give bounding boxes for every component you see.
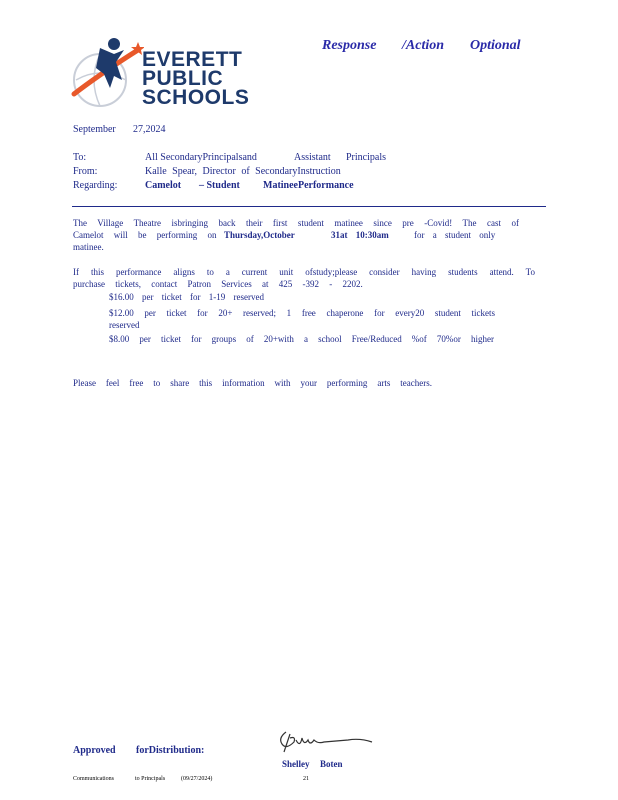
paragraph-1-line-3: matinee. xyxy=(73,242,104,252)
date-day-year: 27,2024 xyxy=(133,124,166,135)
from-label: From: xyxy=(73,166,98,177)
footer-mid-2: (09/27/2024) xyxy=(181,776,213,782)
closing-line: Please feel free to share this information with your performing arts teachers. xyxy=(73,378,432,388)
price-item-3: $8.00 per ticket for groups of 20+with a school Free/Reduced %of 70%or higher xyxy=(109,334,494,344)
district-logo xyxy=(70,36,250,112)
action-label: /Action xyxy=(402,38,445,53)
signer-first-name: Shelley xyxy=(282,759,310,769)
paragraph-1-line-2d: for a student only xyxy=(414,230,496,240)
logo-emblem-icon xyxy=(70,36,144,112)
footer-mid-1: to Principals xyxy=(135,776,166,782)
event-time: 31at 10:30am xyxy=(331,230,389,240)
for-distribution-label: forDistribution: xyxy=(136,745,205,756)
price-item-2-cont: reserved xyxy=(109,320,140,330)
approved-label: Approved xyxy=(73,745,116,756)
regarding-value-1: Camelot xyxy=(145,180,182,191)
from-value: Kalle Spear, Director of SecondaryInstruction xyxy=(145,166,341,177)
logo-line-3: SCHOOLS xyxy=(142,86,250,109)
to-label: To: xyxy=(73,152,87,163)
optional-label: Optional xyxy=(470,38,521,53)
to-value: All SecondaryPrincipalsand xyxy=(145,152,257,163)
event-date: Thursday,October xyxy=(224,230,295,240)
footer-left: Communications xyxy=(73,776,114,782)
paragraph-2-line-2: purchase tickets, contact Patron Services at 425 -392 - 2202. xyxy=(73,279,363,289)
signer-last-name: Boten xyxy=(320,759,343,769)
to-value-3: Principals xyxy=(346,152,386,163)
paragraph-1-line-2a: Camelot will be performing on xyxy=(73,230,217,240)
logo-line-1: EVERETT xyxy=(142,48,243,71)
paragraph-2-line-1: If this performance aligns to a current unit ofstudy;please consider having students attend. To xyxy=(73,267,535,277)
to-value-2: Assistant xyxy=(294,152,331,163)
regarding-label: Regarding: xyxy=(73,180,118,191)
logo-line-2: PUBLIC xyxy=(142,67,224,90)
page-number: 21 xyxy=(303,776,309,782)
price-item-1: $16.00 per ticket for 1-19 reserved xyxy=(109,292,264,302)
price-item-2: $12.00 per ticket for 20+ reserved; 1 free chaperone for every20 student tickets xyxy=(109,308,495,318)
header-divider xyxy=(72,206,546,207)
regarding-value-2: – Student xyxy=(199,180,240,191)
date-month: September xyxy=(73,124,116,135)
response-label: Response xyxy=(322,38,377,53)
signature-icon xyxy=(276,728,376,756)
regarding-value-3: MatineePerformance xyxy=(263,180,354,191)
paragraph-1-line-1: The Village Theatre isbringing back their first student matinee since pre -Covid! The cast of xyxy=(73,218,519,228)
